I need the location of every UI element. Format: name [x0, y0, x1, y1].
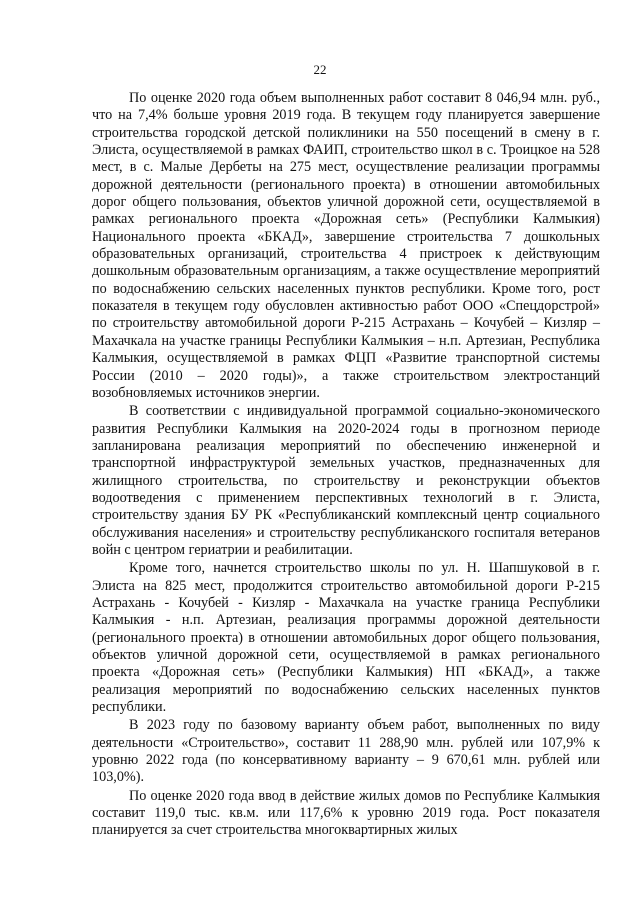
paragraph: Кроме того, начнется строительство школы по ул. Н. Шапшуковой в г. Элиста на 825 мест, продолжится строительство автомобильной дороги Р-215 Астрахань - Кочубей - Кизляр - Махачкала на участке граница Республики Калмыкия - н.п. Артезиан, реализация программы дорожной деятельности (регионального проекта) в отношении автомобильных дорог общего пользования, объектов уличной дорожной сети, осуществляемой в рамках регионального проекта «Дорожная сеть» (Республики Калмыкия) НП «БКАД», а также реализация мероприятий по водоснабжению сельских населенных пунктов республики.	[92, 560, 600, 716]
paragraph: По оценке 2020 года объем выполненных работ составит 8 046,94 млн. руб., что на 7,4% больше уровня 2019 года. В текущем году планируется завершение строительства городской детской поликлиники на 550 посещений в смену в г. Элиста, осуществляемой в рамках ФАИП, строительство школ в с. Троицкое на 528 мест, в с. Малые Дербеты на 275 мест, осуществление реализации программы дорожной деятельности (регионального проекта) в отношении автомобильных дорог общего пользования, объектов уличной дорожной сети, осуществляемой в рамках регионального проекта «Дорожная сеть» (Республики Калмыкия) Национального проекта «БКАД», завершение строительства 7 дошкольных образовательных организаций, строительства 4 пристроек к действующим дошкольным образовательным организациям, а также осуществление мероприятий по водоснабжению сельских населенных пунктов республики. Кроме того, рост показателя в текущем году обусловлен активностью работ ООО «Спецдорстрой» по строительству автомобильной дороги Р-215 Астрахань – Кочубей – Кизляр – Махачкала на участке границы Республики Калмыкия – н.п. Артезиан, Республика Калмыкия, осуществляемой в рамках ФЦП «Развитие транспортной системы России (2010 – 2020 годы)», а также строительством электростанций возобновляемых источников энергии.	[92, 90, 600, 401]
paragraph: В 2023 году по базовому варианту объем работ, выполненных по виду деятельности «Строительство», составит 11 288,90 млн. рублей или 107,9% к уровню 2022 года (по консервативному варианту – 9 670,61 млн. рублей или 103,0%).	[92, 717, 600, 786]
page-number: 22	[313, 62, 327, 77]
paragraph: В соответствии с индивидуальной программой социально-экономического развития Республики Калмыкия на 2020-2024 годы в прогнозном периоде запланирована реализация мероприятий по обеспечению инженерной и транспортной инфраструктурой земельных участков, предназначенных для жилищного строительства, по строительству и реконструкции объектов водоотведения с применением перспективных технологий в г. Элиста, строительству здания БУ РК «Республиканский комплексный центр социального обслуживания населения» и строительству республиканского госпиталя ветеранов войн с центром гериатрии и реабилитации.	[92, 403, 600, 558]
paragraph: По оценке 2020 года ввод в действие жилых домов по Республике Калмыкия составит 119,0 тыс. кв.м. или 117,6% к уровню 2019 года. Рост показателя планируется за счет строительства многоквартирных жилых	[92, 787, 600, 839]
document-body	[92, 90, 600, 841]
